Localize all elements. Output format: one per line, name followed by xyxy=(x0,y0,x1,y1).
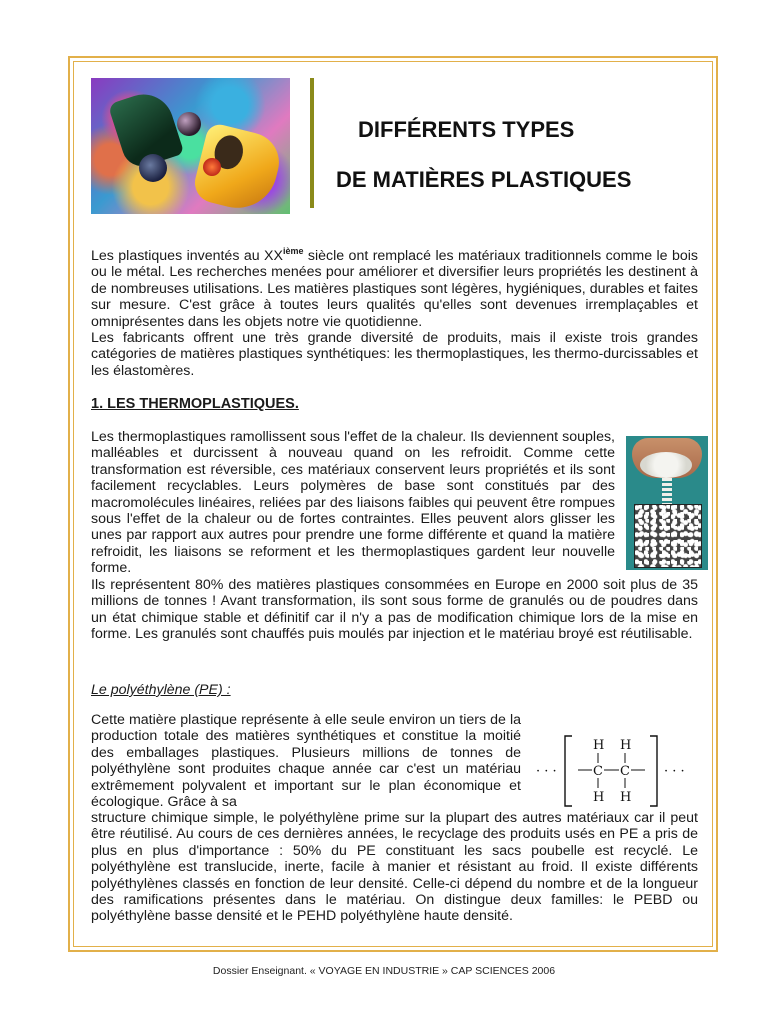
polyethylene-paragraph-full: structure chimique simple, le polyéthylène prime sur la plupart des autres matériaux car il peut être réutilisé. Au cours de ces dernières années, le recyclage des produits usés en PE a pris de plus en plus d'importance : 50% du PE constituant les sacs poubelle est recyclé. Le polyéthylène est translucide, inerte, facile à manier et résistant au froid. Il existe différents polyéthylènes classés en fonction de leur densité. Celle-ci dépend du nombre et de la longueur des ramifications présentes dans le matériau. On distingue deux familles: le PEBD ou polyéthylène basse densité et le PEHD polyéthylène haute densité. xyxy=(91,810,698,925)
plastic-objects-illustration xyxy=(91,78,290,214)
hydrogen-atom: H xyxy=(620,790,632,805)
hydrogen-atom: H xyxy=(593,790,605,805)
polyethylene-paragraph-wrap: Cette matière plastique représente à elle seule environ un tiers de la production totale des matières synthétiques et constitue la moitié des emballages plastiques. Plusieurs millions de tonnes de polyéthylène sont produites chaque année car c'est un matériau extrêmement polyvalent et important sur le plan économique et écologique. Grâce à sa xyxy=(91,712,521,811)
intro-text-rest: siècle ont remplacé les matériaux traditionnels comme le bois ou le métal. Les recherches menées pour améliorer et diversifier leurs propriétés les destinent à de nombreuses utilisations. Les matières plastiques sont légères, hygiéniques, durables et faites sur mesure. C'est grâce à toutes leurs qualités qu'elles sont devenues irremplaçables et omniprésentes dans les objets notre vie quotidienne. xyxy=(91,248,698,330)
title-line-2: DE MATIÈRES PLASTIQUES xyxy=(336,167,632,192)
granules-cube-image xyxy=(626,436,708,570)
thermoplastiques-paragraph-2: Ils représentent 80% des matières plastiques consommées en Europe en 2000 soit plus de 35 millions de tonnes ! Avant transformation, ils sont sous forme de granulés ou de poudres dans un état chimique stable et définitif car il n'y a pas de modification chimique lors de la mise en forme. Les granulés sont chauffés puis moulés par injection et le matériau broyé est réutilisable. xyxy=(91,577,698,643)
intro-text xyxy=(91,243,698,379)
title-line-1: DIFFÉRENTS TYPES xyxy=(358,117,575,142)
intro-paragraph-2: Les fabricants offrent une très grande diversité de produits, mais il existe trois grandes catégories de matières plastiques synthétiques: les thermoplastiques, les thermo-durcissables et les élastomères. xyxy=(91,330,698,379)
chain-dots-right: · · · xyxy=(664,764,685,779)
carbon-atom: C xyxy=(620,764,630,779)
carbon-atom: C xyxy=(593,764,603,779)
title-divider xyxy=(310,78,314,208)
hydrogen-atom: H xyxy=(620,738,632,753)
chain-dots-left: · · · xyxy=(536,764,557,779)
page-footer: Dossier Enseignant. « VOYAGE EN INDUSTRIE » CAP SCIENCES 2006 xyxy=(212,965,556,977)
section-heading-thermoplastiques: 1. LES THERMOPLASTIQUES. xyxy=(91,396,299,412)
polyethylene-molecule-diagram xyxy=(534,732,710,810)
century-superscript: ième xyxy=(282,246,304,256)
page-title xyxy=(330,116,710,194)
hydrogen-atom: H xyxy=(593,738,605,753)
subheading-polyethylene: Le polyéthylène (PE) : xyxy=(91,682,231,698)
thermoplastiques-paragraph-1: Les thermoplastiques ramollissent sous l'effet de la chaleur. Ils deviennent souples, malléables et durcissent à nouveau quand on les refroidit. Comme cette transformation est réversible, ces matériaux conservent leurs propriétés et ils sont facilement recyclables. Leurs polymères de base sont constitués par des macromolécules linéaires, reliées par des liaisons faibles qui peuvent être rompues sous l'effet de la chaleur ou de fortes contraintes. Elles peuvent alors glisser les unes par rapport aux autres pour prendre une forme différente et quand la matière refroidit, les liaisons se reforment et les thermoplastiques gardent leur nouvelle forme. xyxy=(91,429,615,577)
intro-text-start: Les plastiques inventés au XX xyxy=(91,248,283,264)
